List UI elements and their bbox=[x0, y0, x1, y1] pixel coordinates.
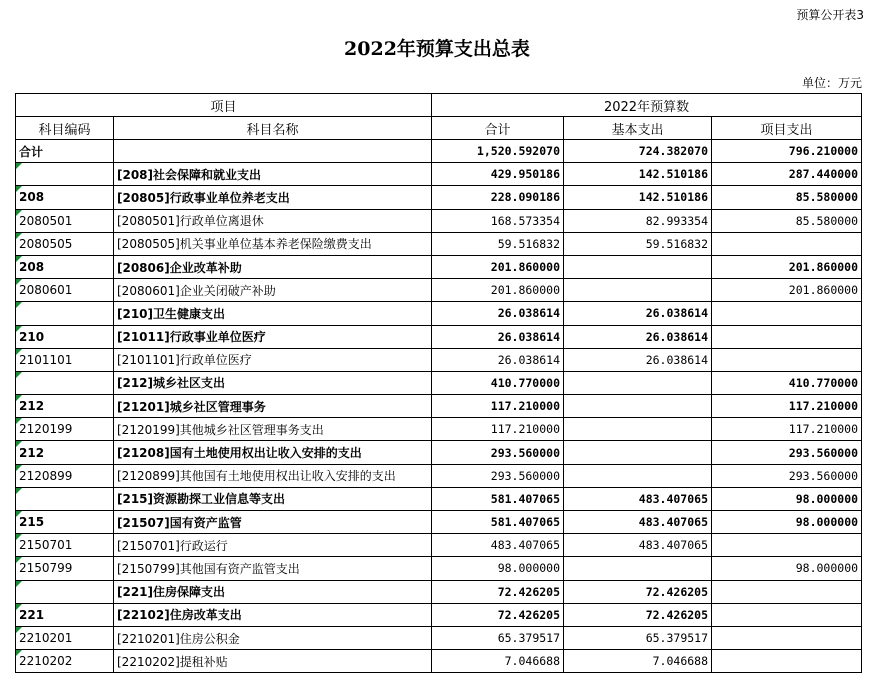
row-name: [22102]住房改革支出 bbox=[114, 603, 432, 626]
row-code bbox=[16, 487, 114, 510]
row-total: 65.379517 bbox=[432, 626, 564, 649]
row-basic: 7.046688 bbox=[564, 650, 712, 673]
row-total: 26.038614 bbox=[432, 325, 564, 348]
table-row bbox=[16, 279, 862, 302]
row-name: [2210202]提租补贴 bbox=[114, 650, 432, 673]
row-name: [2150701]行政运行 bbox=[114, 534, 432, 557]
row-project bbox=[712, 626, 862, 649]
row-total: 410.770000 bbox=[432, 371, 564, 394]
table-row bbox=[16, 603, 862, 626]
row-project bbox=[712, 580, 862, 603]
row-code: 215 bbox=[16, 511, 114, 534]
row-project: 293.560000 bbox=[712, 441, 862, 464]
table-row bbox=[16, 302, 862, 325]
row-code: 2120899 bbox=[16, 464, 114, 487]
row-basic bbox=[564, 557, 712, 580]
header-item: 项目 bbox=[16, 94, 432, 117]
row-project: 85.580000 bbox=[712, 209, 862, 232]
row-project: 85.580000 bbox=[712, 186, 862, 209]
header-basic: 基本支出 bbox=[564, 117, 712, 140]
row-project bbox=[712, 603, 862, 626]
row-basic: 26.038614 bbox=[564, 348, 712, 371]
table-row bbox=[16, 209, 862, 232]
row-total: 201.860000 bbox=[432, 255, 564, 278]
table-row bbox=[16, 163, 862, 186]
row-name: [2080601]企业关闭破产补助 bbox=[114, 279, 432, 302]
row-name: [2120199]其他城乡社区管理事务支出 bbox=[114, 418, 432, 441]
row-code: 合计 bbox=[16, 140, 114, 163]
row-name: [2120899]其他国有土地使用权出让收入安排的支出 bbox=[114, 464, 432, 487]
row-name: [21011]行政事业单位医疗 bbox=[114, 325, 432, 348]
row-project: 98.000000 bbox=[712, 487, 862, 510]
row-project: 796.210000 bbox=[712, 140, 862, 163]
row-total: 72.426205 bbox=[432, 603, 564, 626]
row-basic: 483.407065 bbox=[564, 534, 712, 557]
table-row bbox=[16, 418, 862, 441]
row-basic: 65.379517 bbox=[564, 626, 712, 649]
header-row-2 bbox=[16, 117, 862, 140]
budget-table bbox=[15, 93, 862, 673]
row-total: 26.038614 bbox=[432, 348, 564, 371]
table-row bbox=[16, 325, 862, 348]
row-basic: 483.407065 bbox=[564, 511, 712, 534]
row-project: 287.440000 bbox=[712, 163, 862, 186]
table-row bbox=[16, 580, 862, 603]
row-basic bbox=[564, 371, 712, 394]
table-row bbox=[16, 557, 862, 580]
row-code: 2080601 bbox=[16, 279, 114, 302]
row-name: [21201]城乡社区管理事务 bbox=[114, 395, 432, 418]
row-total: 581.407065 bbox=[432, 511, 564, 534]
row-code: 212 bbox=[16, 441, 114, 464]
row-total: 59.516832 bbox=[432, 232, 564, 255]
row-basic: 72.426205 bbox=[564, 580, 712, 603]
row-code bbox=[16, 163, 114, 186]
row-basic: 26.038614 bbox=[564, 325, 712, 348]
header-total: 合计 bbox=[432, 117, 564, 140]
row-basic: 724.382070 bbox=[564, 140, 712, 163]
row-name: [208]社会保障和就业支出 bbox=[114, 163, 432, 186]
row-name: [215]资源勘探工业信息等支出 bbox=[114, 487, 432, 510]
row-basic bbox=[564, 255, 712, 278]
header-project: 项目支出 bbox=[712, 117, 862, 140]
row-basic bbox=[564, 464, 712, 487]
row-basic bbox=[564, 395, 712, 418]
row-basic bbox=[564, 279, 712, 302]
row-code: 2210202 bbox=[16, 650, 114, 673]
row-total: 72.426205 bbox=[432, 580, 564, 603]
row-code: 208 bbox=[16, 255, 114, 278]
row-total: 7.046688 bbox=[432, 650, 564, 673]
row-total: 293.560000 bbox=[432, 441, 564, 464]
header-name: 科目名称 bbox=[114, 117, 432, 140]
row-project bbox=[712, 232, 862, 255]
row-code bbox=[16, 580, 114, 603]
row-name: [20806]企业改革补助 bbox=[114, 255, 432, 278]
row-name: [21507]国有资产监管 bbox=[114, 511, 432, 534]
row-name: [221]住房保障支出 bbox=[114, 580, 432, 603]
row-total: 581.407065 bbox=[432, 487, 564, 510]
row-basic: 82.993354 bbox=[564, 209, 712, 232]
row-project: 98.000000 bbox=[712, 511, 862, 534]
row-name: [20805]行政事业单位养老支出 bbox=[114, 186, 432, 209]
row-total: 293.560000 bbox=[432, 464, 564, 487]
row-project: 98.000000 bbox=[712, 557, 862, 580]
row-basic: 142.510186 bbox=[564, 163, 712, 186]
row-basic: 59.516832 bbox=[564, 232, 712, 255]
table-row bbox=[16, 186, 862, 209]
table-number-label: 预算公开表3 bbox=[796, 8, 864, 22]
row-code: 212 bbox=[16, 395, 114, 418]
row-name: [212]城乡社区支出 bbox=[114, 371, 432, 394]
header-budget: 2022年预算数 bbox=[432, 94, 862, 117]
unit-label: 单位：万元 bbox=[801, 76, 862, 90]
row-project: 410.770000 bbox=[712, 371, 862, 394]
row-project bbox=[712, 302, 862, 325]
row-total: 98.000000 bbox=[432, 557, 564, 580]
header-code: 科目编码 bbox=[16, 117, 114, 140]
row-project bbox=[712, 650, 862, 673]
row-total: 483.407065 bbox=[432, 534, 564, 557]
row-project bbox=[712, 325, 862, 348]
row-total: 201.860000 bbox=[432, 279, 564, 302]
row-name: [2101101]行政单位医疗 bbox=[114, 348, 432, 371]
row-project bbox=[712, 534, 862, 557]
row-total: 228.090186 bbox=[432, 186, 564, 209]
row-total: 429.950186 bbox=[432, 163, 564, 186]
header-row-1 bbox=[16, 94, 862, 117]
row-code: 210 bbox=[16, 325, 114, 348]
table-row bbox=[16, 511, 862, 534]
row-total: 168.573354 bbox=[432, 209, 564, 232]
row-name: [21208]国有土地使用权出让收入安排的支出 bbox=[114, 441, 432, 464]
row-total: 1,520.592070 bbox=[432, 140, 564, 163]
row-code bbox=[16, 371, 114, 394]
row-project: 201.860000 bbox=[712, 279, 862, 302]
table-row bbox=[16, 395, 862, 418]
table-row bbox=[16, 464, 862, 487]
row-name: [2150799]其他国有资产监管支出 bbox=[114, 557, 432, 580]
row-basic: 26.038614 bbox=[564, 302, 712, 325]
table-row bbox=[16, 650, 862, 673]
table-row bbox=[16, 255, 862, 278]
row-code: 2120199 bbox=[16, 418, 114, 441]
page-title: 2022年预算支出总表 bbox=[344, 38, 530, 60]
row-project: 117.210000 bbox=[712, 395, 862, 418]
row-project: 117.210000 bbox=[712, 418, 862, 441]
row-name: [2210201]住房公积金 bbox=[114, 626, 432, 649]
row-basic: 142.510186 bbox=[564, 186, 712, 209]
table-row bbox=[16, 487, 862, 510]
row-name: [2080501]行政单位离退休 bbox=[114, 209, 432, 232]
table-row bbox=[16, 232, 862, 255]
row-code bbox=[16, 302, 114, 325]
row-code: 2150701 bbox=[16, 534, 114, 557]
row-project: 201.860000 bbox=[712, 255, 862, 278]
row-basic: 72.426205 bbox=[564, 603, 712, 626]
row-code: 2080505 bbox=[16, 232, 114, 255]
row-basic bbox=[564, 441, 712, 464]
row-code: 2080501 bbox=[16, 209, 114, 232]
table-row bbox=[16, 441, 862, 464]
row-basic bbox=[564, 418, 712, 441]
row-project: 293.560000 bbox=[712, 464, 862, 487]
row-total: 117.210000 bbox=[432, 418, 564, 441]
table-row bbox=[16, 534, 862, 557]
row-basic: 483.407065 bbox=[564, 487, 712, 510]
row-code: 221 bbox=[16, 603, 114, 626]
row-code: 2101101 bbox=[16, 348, 114, 371]
row-name: [2080505]机关事业单位基本养老保险缴费支出 bbox=[114, 232, 432, 255]
row-total: 117.210000 bbox=[432, 395, 564, 418]
row-code: 2210201 bbox=[16, 626, 114, 649]
row-total: 26.038614 bbox=[432, 302, 564, 325]
table-row bbox=[16, 371, 862, 394]
row-name: [210]卫生健康支出 bbox=[114, 302, 432, 325]
row-code: 208 bbox=[16, 186, 114, 209]
row-code: 2150799 bbox=[16, 557, 114, 580]
total-row bbox=[16, 140, 862, 163]
table-row bbox=[16, 626, 862, 649]
row-project bbox=[712, 348, 862, 371]
row-name bbox=[114, 140, 432, 163]
table-row bbox=[16, 348, 862, 371]
